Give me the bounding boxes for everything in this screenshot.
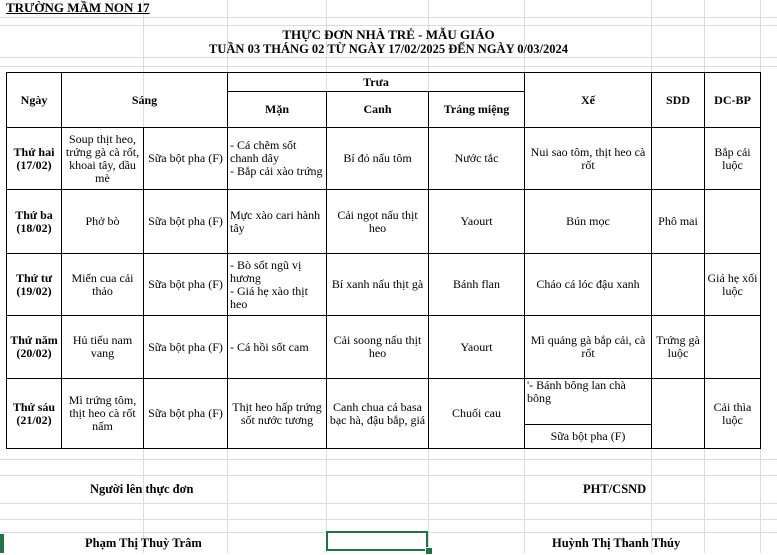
table-row [7,190,761,254]
header-sdd[interactable]: SDD [652,73,705,128]
menu-title[interactable]: THỰC ĐƠN NHÀ TRẺ - MẪU GIÁO [282,27,495,42]
header-noon[interactable]: Trưa [228,73,525,92]
afternoon-extra-cell[interactable]: Sữa bột pha (F) [525,425,652,449]
sdd-cell[interactable]: Trứng gà luộc [652,316,705,379]
day-cell[interactable]: Thứ tư (19/02) [7,254,62,316]
school-name[interactable]: TRƯỜNG MẦM NON 17 [6,0,150,15]
selected-cell[interactable] [326,531,428,551]
morning-milk-cell[interactable]: Sữa bột pha (F) [144,128,228,190]
table-row [7,379,761,425]
morning-dish-cell[interactable]: Hủ tiếu nam vang [62,316,144,379]
header-soup[interactable]: Canh [327,92,429,128]
header-savory[interactable]: Mặn [228,92,327,128]
sdd-cell[interactable] [652,128,705,190]
soup-cell[interactable]: Canh chua cá basa bạc hà, đậu bắp, giá [327,379,429,449]
header-day[interactable]: Ngày [7,73,62,128]
soup-cell[interactable]: Bí đỏ nấu tôm [327,128,429,190]
day-cell[interactable]: Thứ năm (20/02) [7,316,62,379]
morning-milk-cell[interactable]: Sữa bột pha (F) [144,316,228,379]
signature-left-title[interactable]: Người lên thực đơn [90,482,194,496]
afternoon-cell[interactable]: Bún mọc [525,190,652,254]
dessert-cell[interactable]: Chuối cau [429,379,525,449]
savory-cell[interactable]: - Cá chẽm sốt chanh dây - Bắp cải xào trứng [228,128,327,190]
afternoon-cell[interactable]: Nui sao tôm, thịt heo cà rốt [525,128,652,190]
dcbp-cell[interactable]: Cải thìa luộc [705,379,761,449]
day-cell[interactable]: Thứ sáu (21/02) [7,379,62,449]
savory-cell[interactable]: - Cá hồi sốt cam [228,316,327,379]
morning-dish-cell[interactable]: Miến cua cải thảo [62,254,144,316]
fill-handle[interactable] [425,547,433,555]
dessert-cell[interactable]: Nước tắc [429,128,525,190]
menu-table [6,72,761,449]
signature-left-name[interactable]: Phạm Thị Thuỳ Trâm [85,536,202,550]
grid-row-line [0,459,777,460]
header-afternoon[interactable]: Xế [525,73,652,128]
header-morning[interactable]: Sáng [62,73,228,128]
table-row [7,128,761,190]
morning-milk-cell[interactable]: Sữa bột pha (F) [144,254,228,316]
grid-row-line [0,519,777,520]
morning-dish-cell[interactable]: Phở bò [62,190,144,254]
savory-cell[interactable]: Thịt heo hấp trứng sốt nước tương [228,379,327,449]
dcbp-cell[interactable] [705,316,761,379]
savory-cell[interactable]: Mực xào cari hành tây [228,190,327,254]
signature-right-name[interactable]: Huỳnh Thị Thanh Thúy [552,536,681,550]
sdd-cell[interactable] [652,254,705,316]
afternoon-cell[interactable]: Cháo cá lóc đậu xanh [525,254,652,316]
morning-milk-cell[interactable]: Sữa bột pha (F) [144,379,228,449]
signature-right-title[interactable]: PHT/CSND [583,482,647,496]
grid-row-line [0,25,777,26]
dessert-cell[interactable]: Bánh flan [429,254,525,316]
sdd-cell[interactable]: Phô mai [652,190,705,254]
row-selection-indicator [0,534,4,553]
morning-dish-cell[interactable]: Mì trứng tôm, thịt heo cà rốt nấm [62,379,144,449]
morning-dish-cell[interactable]: Soup thịt heo, trứng gà cà rốt, khoai tây, dầu mè [62,128,144,190]
grid-row-line [0,475,777,476]
table-row [7,316,761,379]
afternoon-cell[interactable]: Mì quảng gà bắp cải, cà rốt [525,316,652,379]
sdd-cell[interactable] [652,379,705,449]
dcbp-cell[interactable]: Giá hẹ xối luộc [705,254,761,316]
grid-row-line [0,17,777,18]
table-row [7,254,761,316]
dcbp-cell[interactable]: Bắp cải luộc [705,128,761,190]
grid-row-line [0,57,777,58]
dessert-cell[interactable]: Yaourt [429,190,525,254]
afternoon-cell[interactable]: '- Bánh bông lan chà bông [525,379,652,425]
grid-row-line [0,503,777,504]
day-cell[interactable]: Thứ hai (17/02) [7,128,62,190]
menu-subtitle[interactable]: TUẦN 03 THÁNG 02 TỪ NGÀY 17/02/2025 ĐẾN NGÀY 0/03/2024 [209,42,568,56]
soup-cell[interactable]: Cải ngọt nấu thịt heo [327,190,429,254]
morning-milk-cell[interactable]: Sữa bột pha (F) [144,190,228,254]
dcbp-cell[interactable] [705,190,761,254]
dessert-cell[interactable]: Yaourt [429,316,525,379]
day-cell[interactable]: Thứ ba (18/02) [7,190,62,254]
grid-row-line [0,66,777,67]
savory-cell[interactable]: - Bò sốt ngũ vị hương - Giá hẹ xào thịt heo [228,254,327,316]
header-dcbp[interactable]: DC-BP [705,73,761,128]
soup-cell[interactable]: Bí xanh nấu thịt gà [327,254,429,316]
soup-cell[interactable]: Cải soong nấu thịt heo [327,316,429,379]
header-dessert[interactable]: Tráng miệng [429,92,525,128]
